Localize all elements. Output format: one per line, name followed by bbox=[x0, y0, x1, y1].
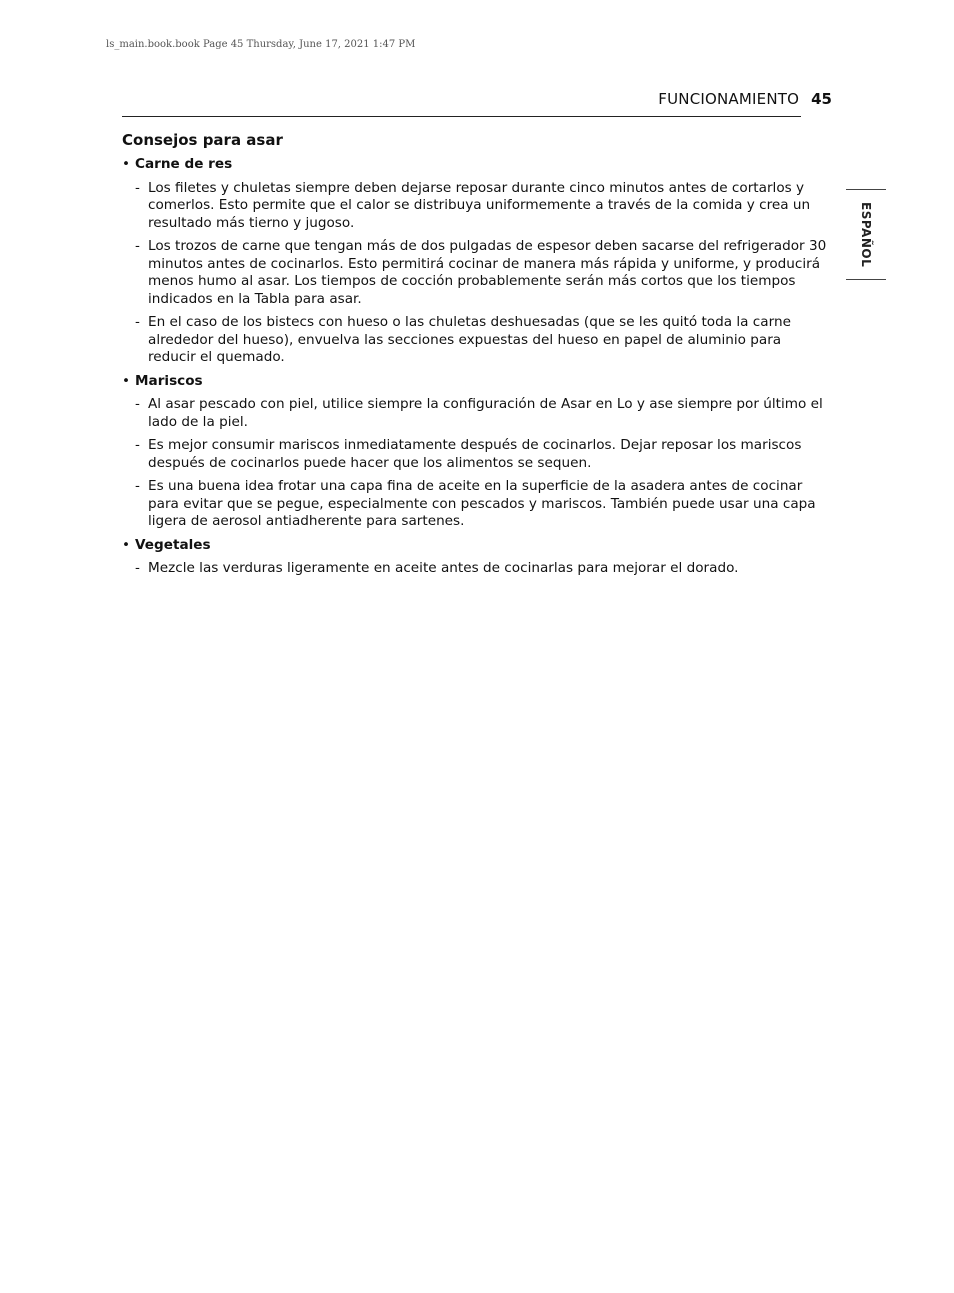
list-item bbox=[122, 396, 832, 431]
bullet-icon: • bbox=[122, 372, 131, 389]
category-name: Carne de res bbox=[135, 156, 233, 172]
list-item-text: En el caso de los bistecs con hueso o las chuletas deshuesadas (que se les quitó toda la carne alrededor del hueso), envuelva las secciones expuestas del hueso en papel de aluminio para reducir el quemado. bbox=[148, 314, 791, 365]
bullet-icon: • bbox=[122, 536, 131, 553]
running-head bbox=[658, 89, 832, 109]
category-items bbox=[122, 560, 832, 578]
list-item bbox=[122, 560, 832, 578]
category-name: Vegetales bbox=[135, 536, 211, 553]
dash-icon: - bbox=[135, 437, 140, 453]
list-item-text: Los trozos de carne que tengan más de dos pulgadas de espesor deben sacarse del refrigerador 30 minutos antes de cocinarlos. Esto permitirá cocinar de manera más rápida y uniforme, y producirá menos humo al asar. Los tiempos de cocción probablemente serán más cortos que los tiempos indicados en la Tabla para asar. bbox=[148, 238, 827, 307]
dash-icon: - bbox=[135, 314, 140, 330]
category-items bbox=[122, 396, 832, 531]
page-content bbox=[122, 130, 832, 584]
list-item-text: Es una buena idea frotar una capa fina de aceite en la superficie de la asadera antes de cocinar para evitar que se pegue, especialmente con pescados y mariscos. También puede usar una capa ligera de aerosol antiadherente para sartenes. bbox=[148, 478, 816, 529]
language-tab-label: ESPAÑOL bbox=[859, 202, 873, 268]
print-info: ls_main.book.book Page 45 Thursday, June 17, 2021 1:47 PM bbox=[106, 39, 416, 50]
category-items bbox=[122, 180, 832, 367]
category-heading bbox=[122, 156, 832, 174]
category-heading bbox=[122, 537, 832, 555]
category-heading bbox=[122, 373, 832, 391]
dash-icon: - bbox=[135, 238, 140, 254]
list-item bbox=[122, 180, 832, 233]
list-item bbox=[122, 238, 832, 308]
dash-icon: - bbox=[135, 560, 140, 576]
page-title: Consejos para asar bbox=[122, 131, 283, 149]
bullet-icon: • bbox=[122, 156, 131, 172]
page-number: 45 bbox=[811, 90, 832, 108]
dash-icon: - bbox=[135, 478, 140, 494]
list-item-text: Los filetes y chuletas siempre deben dejarse reposar durante cinco minutos antes de cortarlos y comerlos. Esto permite que el calor se distribuya uniformemente a través de la comida y crea un resultado más tierno y jugoso. bbox=[148, 179, 811, 231]
list-item bbox=[122, 478, 832, 531]
header-rule bbox=[122, 116, 801, 117]
dash-icon: - bbox=[135, 179, 140, 196]
list-item-text: Mezcle las verduras ligeramente en aceite antes de cocinarlas para mejorar el dorado. bbox=[148, 560, 739, 576]
list-item bbox=[122, 314, 832, 367]
category-name: Mariscos bbox=[135, 372, 203, 389]
list-item-text: Es mejor consumir mariscos inmediatamente después de cocinarlos. Dejar reposar los mariscos después de cocinarlos puede hacer que los alimentos se sequen. bbox=[148, 437, 802, 471]
list-item-text: Al asar pescado con piel, utilice siempre la configuración de Asar en Lo y ase siempre por último el lado de la piel. bbox=[148, 396, 823, 430]
dash-icon: - bbox=[135, 396, 140, 412]
language-tab bbox=[846, 189, 886, 280]
list-item bbox=[122, 437, 832, 472]
section-name: FUNCIONAMIENTO bbox=[658, 90, 800, 108]
